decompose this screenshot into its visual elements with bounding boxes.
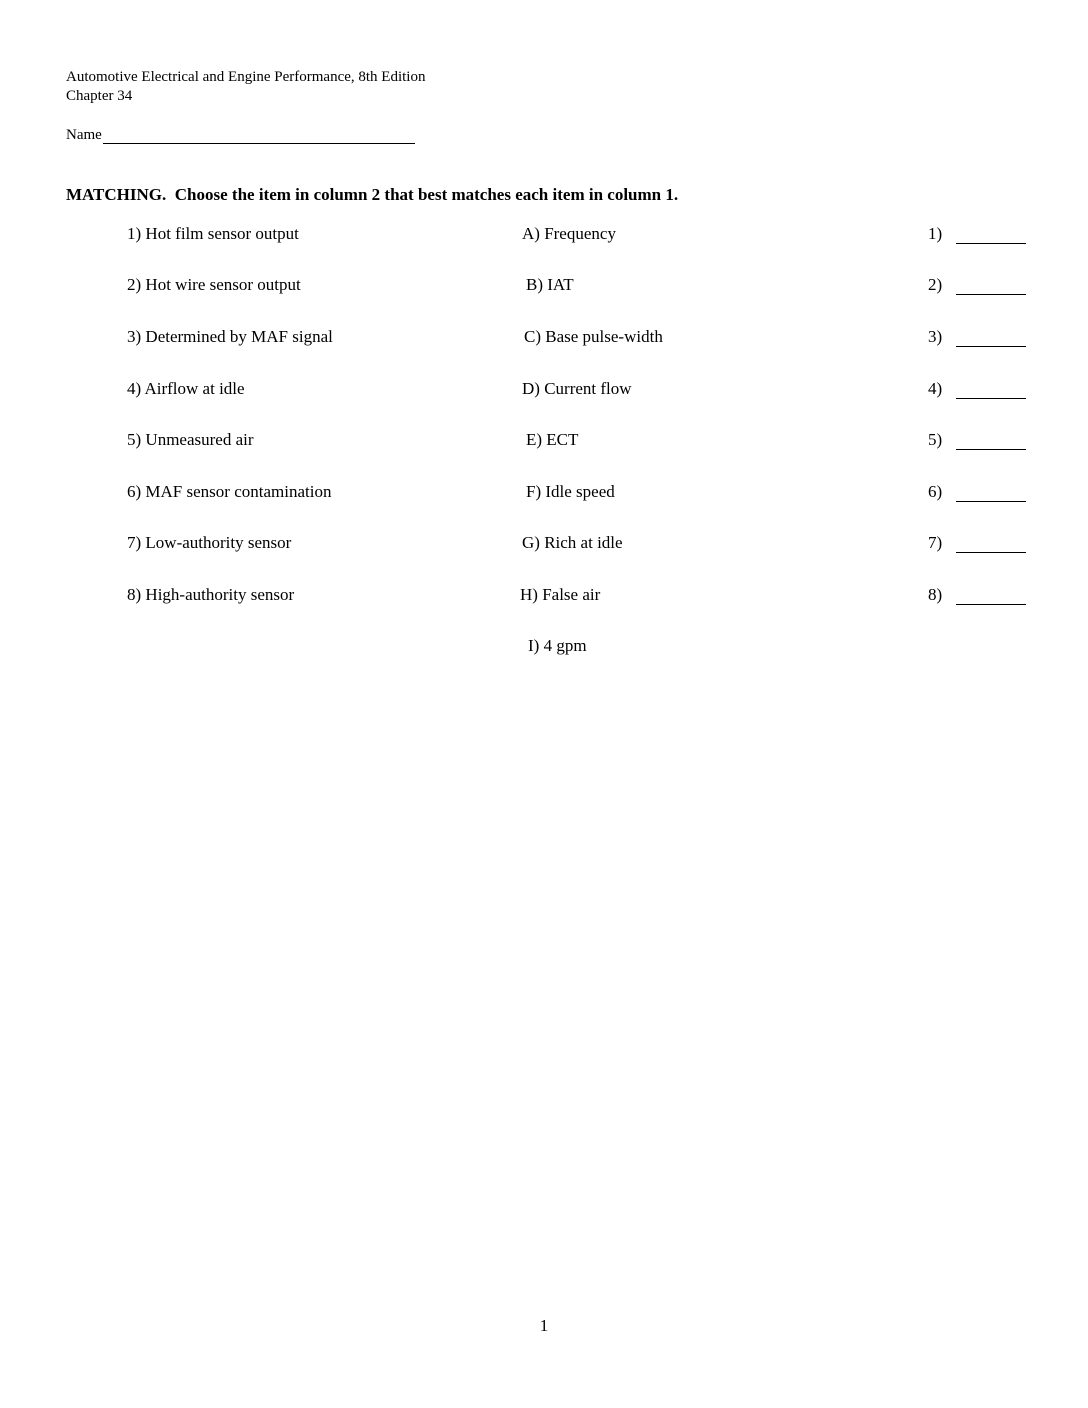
- matching-instructions: MATCHING. Choose the item in column 2 that best matches each item in column 1.: [66, 185, 679, 204]
- chapter-label: Chapter 34: [66, 88, 133, 104]
- column1-item: 1) Hot film sensor output: [127, 224, 299, 243]
- column1-item: 2) Hot wire sensor output: [127, 275, 301, 294]
- matching-row: [0, 224, 1088, 248]
- answer-number: 6): [928, 482, 943, 501]
- column1-item: 5) Unmeasured air: [127, 430, 254, 449]
- answer-number: 4): [928, 379, 943, 398]
- answer-number: 8): [928, 585, 943, 604]
- answer-blank[interactable]: [956, 482, 1026, 502]
- matching-row: [0, 636, 1088, 660]
- answer-blank[interactable]: [956, 379, 1026, 399]
- answer-blank[interactable]: [956, 533, 1026, 553]
- answer-blank[interactable]: [956, 430, 1026, 450]
- matching-row: [0, 379, 1088, 403]
- answer-number: 3): [928, 327, 943, 346]
- answer-blank[interactable]: [956, 224, 1026, 244]
- answer-blank[interactable]: [956, 275, 1026, 295]
- column2-item: G) Rich at idle: [522, 533, 623, 552]
- column2-item: A) Frequency: [522, 224, 616, 243]
- column1-item: 6) MAF sensor contamination: [127, 482, 332, 501]
- column1-item: 8) High-authority sensor: [127, 585, 295, 604]
- matching-row: [0, 430, 1088, 454]
- column2-item: I) 4 gpm: [528, 636, 587, 655]
- answer-number: 7): [928, 533, 943, 552]
- answer-number: 5): [928, 430, 943, 449]
- column1-item: 7) Low-authority sensor: [127, 533, 292, 552]
- book-title: Automotive Electrical and Engine Performance, 8th Edition: [66, 69, 426, 85]
- answer-blank[interactable]: [956, 585, 1026, 605]
- column2-item: H) False air: [520, 585, 601, 604]
- column2-item: D) Current flow: [522, 379, 632, 398]
- answer-number: 1): [928, 224, 943, 243]
- name-blank[interactable]: [103, 127, 415, 144]
- column2-item: B) IAT: [526, 275, 574, 294]
- matching-row: [0, 533, 1088, 557]
- column1-item: 4) Airflow at idle: [127, 379, 245, 398]
- column2-item: C) Base pulse-width: [524, 327, 663, 346]
- column2-item: F) Idle speed: [526, 482, 615, 501]
- column1-item: 3) Determined by MAF signal: [127, 327, 333, 346]
- name-field-row: [66, 126, 415, 144]
- column2-item: E) ECT: [526, 430, 579, 449]
- page-number: 1: [539, 1316, 549, 1335]
- matching-row: [0, 327, 1088, 351]
- answer-number: 2): [928, 275, 943, 294]
- answer-blank[interactable]: [956, 327, 1026, 347]
- matching-row: [0, 275, 1088, 299]
- matching-row: [0, 585, 1088, 609]
- matching-row: [0, 482, 1088, 506]
- name-label: Name: [66, 127, 102, 143]
